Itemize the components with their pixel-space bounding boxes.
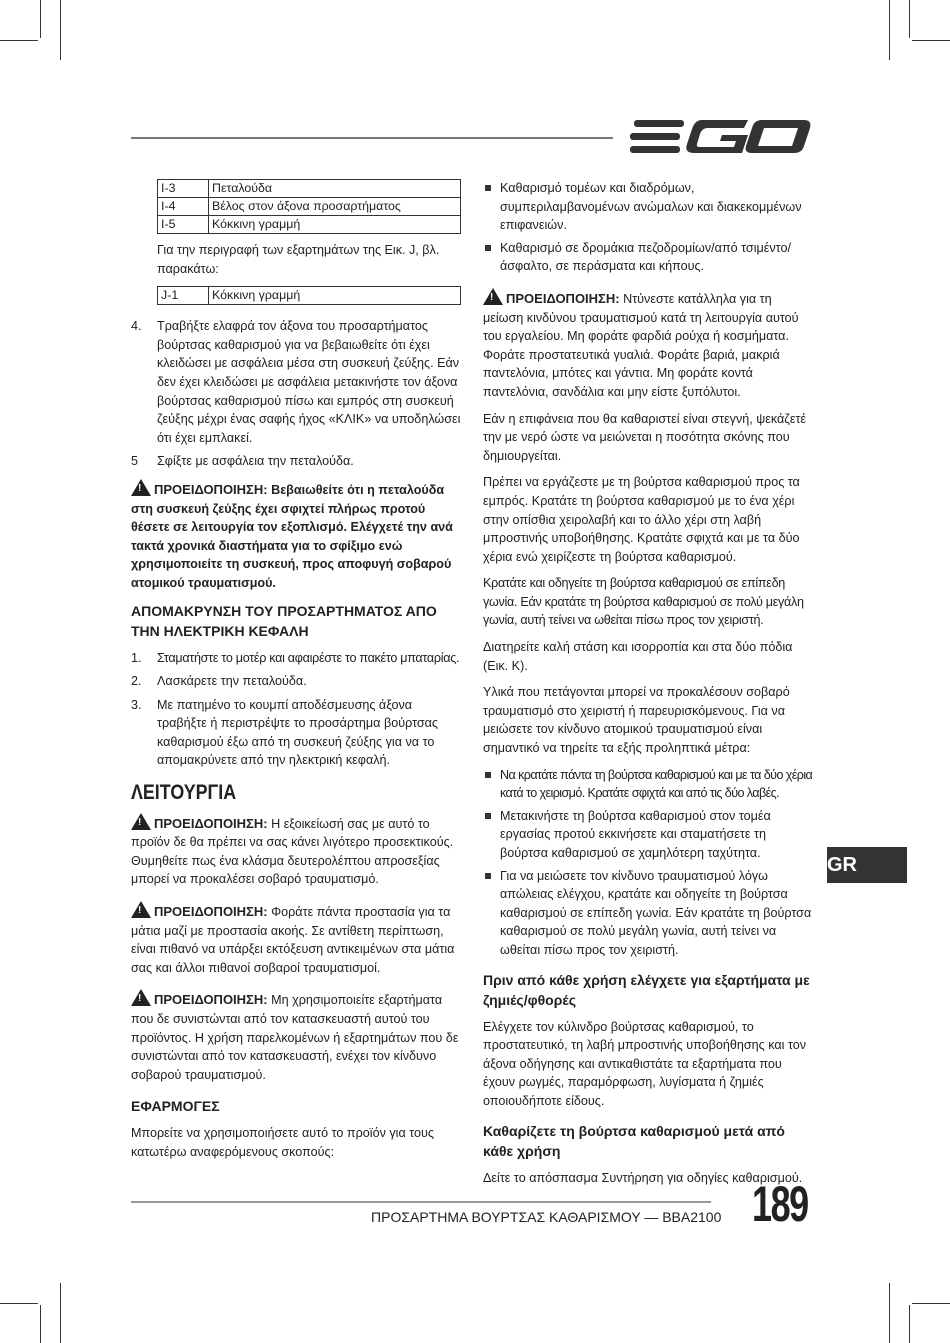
crop-mark xyxy=(912,1303,950,1304)
list-item: Καθαρισμό σε δρομάκια πεζοδρομίων/από τσιμέντο/άσφαλτο, σε περάσματα και κήπους. xyxy=(483,239,813,276)
footer-rule xyxy=(131,1201,711,1203)
warning-text: Φοράτε πάντα προστασία για τα μάτια μαζί με προστασία ακοής. Σε αντίθετη περίπτωση, είναι πιθανό να υπάρξει εκτόξευση αντικειμένων στα μάτια σας και άλλοι πιθανοί σοβαροί τραυματισμοί. xyxy=(131,905,455,975)
warning-label: ΠΡΟΕΙΔΟΠΟΙΗΣΗ: xyxy=(506,290,620,306)
list-item xyxy=(131,672,464,691)
install-steps xyxy=(131,317,464,471)
crop-mark xyxy=(60,0,61,60)
warning-text: Ντύνεστε κατάλληλα για τη μείωση κινδύνου τραυματισμού κατά τη λειτουργία αυτού του εργαλείου. Μη φοράτε φαρδιά ρούχα ή κοσμήματα. Φοράτε προστατευτικά γυαλιά. Φοράτε βαριά, μακριά παντελόνια, μπότες και γάντια. Μη φοράτε κοντά παντελόνια, σανδάλια και μην είστε ξυπόλυτοι. xyxy=(483,291,799,399)
step-number: 5 xyxy=(131,454,139,469)
warning-icon: ! xyxy=(131,989,151,1006)
list-item xyxy=(131,649,464,668)
warning-wingnut xyxy=(131,479,464,593)
crop-mark xyxy=(40,0,41,38)
part-code: J-1 xyxy=(158,287,209,305)
step-number: 1. xyxy=(131,650,142,665)
precautions-list xyxy=(483,766,813,960)
check-text: Ελέγχετε τον κύλινδρο βούρτσας καθαρισμού, το προστατευτικό, τη λαβή μπροστινής υποβοήθησης και τον άξονα οδήγησης και αντικαθιστάτε τα εξαρτήματα που έχουν ρωγμές, παραμόρφωση, λυγίσματα ή ζημιές οποιουδήποτε είδους. xyxy=(483,1019,807,1108)
step-text: Με πατημένο το κουμπί αποδέσμευσης άξονα τραβήξτε ή περιστρέψτε το προσάρτημα βούρτσας καθαρισμού έξω από τη συσκευή ζεύξης για να το απομακρύνετε από την ηλεκτρική κεφαλή. xyxy=(157,697,439,768)
paragraph: Εάν η επιφάνεια που θα καθαριστεί είναι στεγνή, ψεκάζετέ την με νερό ώστε να μειώνεται η ποσότητα σκόνης που δημιουργείται. xyxy=(483,411,807,463)
warning-text: Μη χρησιμοποιείτε εξαρτήματα που δε συνιστώνται από τον κατασκευαστή αυτού του προϊόντος. Η χρήση παρελκομένων ή εξαρτημάτων που δε συνιστώνται από τον κατασκευαστή, ενέχει τον κίνδυνο σοβαρού τραυματισμού. xyxy=(131,993,459,1082)
table-row xyxy=(158,198,461,216)
language-tab xyxy=(827,847,907,883)
ego-logo xyxy=(630,116,812,158)
list-item xyxy=(131,696,464,770)
applications-intro: Μπορείτε να χρησιμοποιήσετε αυτό το προϊόν για τους κατωτέρω αναφερόμενους σκοπούς: xyxy=(131,1126,434,1159)
paragraph: Πρέπει να εργάζεστε με τη βούρτσα καθαρισμού προς τα εμπρός. Κρατάτε τη βούρτσα καθαρισμού με το ένα χέρι στην οπίσθια χειρολαβή και το άλλο χέρι στη λαβή μπροστινής υποβοήθησης. Κρατάτε σφιχτά και με τα δύο χέρια ενώ χειρίζεστε τη βούρτσα καθαρισμού. xyxy=(483,475,800,564)
applications-title: ΕΦΑΡΜΟΓΕΣ xyxy=(131,1098,220,1115)
removal-title: ΑΠΟΜΑΚΡΥΝΣΗ ΤΟΥ ΠΡΟΣΑΡΤΗΜΑΤΟΣ ΑΠΟ ΤΗΝ ΗΛΕΚΤΡΙΚΗ ΚΕΦΑΛΗ xyxy=(131,602,437,639)
part-name: Κόκκινη γραμμή xyxy=(209,216,461,234)
operation-title: ΛΕΙΤΟΥΡΓΙΑ xyxy=(131,781,237,805)
table-row xyxy=(158,216,461,234)
parts-table-j xyxy=(157,286,461,305)
step-number: 4. xyxy=(131,319,142,334)
warning-clothing xyxy=(483,288,813,402)
warning-icon: ! xyxy=(131,813,151,830)
step-text: Τραβήξτε ελαφρά τον άξονα του προσαρτήματος βούρτσας καθαρισμού για να βεβαιωθείτε ότι έχει κλειδώσει με ασφάλεια μέσα στη συσκευή ζεύξης. Εάν δεν έχει κλειδώσει με ασφάλεια μετακινήστε τον άξονα βούρτσας καθαρισμού πίσω και εμπρός στη συσκευή ζεύξης μέχρι ένας σαφής ήχος «ΚΛΙΚ» να υποδηλώσει ότι έχει εμπλακεί. xyxy=(157,319,461,445)
step-number: 3. xyxy=(131,697,142,712)
list-item: Καθαρισμό τομέων και διαδρόμων, συμπεριλαμβανομένων ανώμαλων και διακεκομμένων επιφανειών. xyxy=(483,179,813,235)
step-text: Λασκάρετε την πεταλούδα. xyxy=(157,674,307,689)
part-code: I-5 xyxy=(158,216,209,234)
warning-icon: ! xyxy=(131,901,151,918)
warning-icon: ! xyxy=(131,479,151,496)
footer-title: ΠΡΟΣΑΡΤΗΜΑ ΒΟΥΡΤΣΑΣ ΚΑΘΑΡΙΣΜΟΥ — BBA2100 xyxy=(371,1209,722,1225)
part-name: Κόκκινη γραμμή xyxy=(209,287,461,305)
removal-steps xyxy=(131,649,464,771)
part-code: I-4 xyxy=(158,198,209,216)
crop-mark xyxy=(0,40,38,41)
language-tab-label: GR xyxy=(827,854,857,876)
crop-mark xyxy=(60,1283,61,1343)
table-row xyxy=(158,180,461,198)
parts-table-i xyxy=(157,179,461,234)
crop-mark xyxy=(889,0,890,60)
warning-icon: ! xyxy=(483,288,503,305)
page-number: 189 xyxy=(752,1176,808,1232)
crop-mark xyxy=(909,0,910,38)
warning-text: Η εξοικείωσή σας με αυτό το προϊόν δε θα πρέπει να σας κάνει λιγότερο προσεκτικούς. Θυμηθείτε πως ένα κλάσμα δευτερολέπτου απροσεξίας μπορεί να προκαλέσει σοβαρό τραυματισμό. xyxy=(131,816,454,887)
clean-text: Δείτε το απόσπασμα Συντήρηση για οδηγίες καθαρισμού. xyxy=(483,1170,803,1185)
clean-title: Καθαρίζετε τη βούρτσα καθαρισμού μετά από κάθε χρήση xyxy=(483,1122,785,1159)
warning-label: ΠΡΟΕΙΔΟΠΟΙΗΣΗ: xyxy=(154,481,268,497)
applications-list xyxy=(483,179,813,276)
crop-mark xyxy=(40,1305,41,1343)
warning-label: ΠΡΟΕΙΔΟΠΟΙΗΣΗ: xyxy=(154,904,268,920)
crop-mark xyxy=(0,1303,38,1304)
left-column xyxy=(131,179,464,1170)
parts-note: Για την περιγραφή των εξαρτημάτων της Εικ. J, βλ. παρακάτω: xyxy=(157,243,440,276)
step-number: 2. xyxy=(131,674,142,689)
list-item: Για να μειώσετε τον κίνδυνο τραυματισμού λόγω απώλειας ελέγχου, κρατάτε και οδηγείτε τη βούρτσα καθαρισμού σε επίπεδη γωνία. Εάν κρατάτε τη βούρτσα καθαρισμού σε πολύ μεγάλη γωνία, αυτή τείνει να ωθείται πίσω προς τον χειριστή. xyxy=(483,867,813,960)
check-title: Πριν από κάθε χρήση ελέγχετε για εξαρτήματα με ζημιές/φθορές xyxy=(483,971,810,1008)
warning-eye-protection xyxy=(131,901,464,977)
paragraph: Κρατάτε και οδηγείτε τη βούρτσα καθαρισμού σε επίπεδη γωνία. Εάν κρατάτε τη βούρτσα καθαρισμού σε πολύ μεγάλη γωνία, αυτή τείνει να ωθείται πίσω προς τον χειριστή. xyxy=(483,576,804,628)
header-rule xyxy=(131,137,613,139)
paragraph: Διατηρείτε καλή στάση και ισορροπία και στα δύο πόδια (Εικ. K). xyxy=(483,640,793,673)
crop-mark xyxy=(909,1305,910,1343)
warning-familiarity xyxy=(131,813,464,889)
warning-label: ΠΡΟΕΙΔΟΠΟΙΗΣΗ: xyxy=(154,815,268,831)
part-code: I-3 xyxy=(158,180,209,198)
step-text: Σταματήστε το μοτέρ και αφαιρέστε το πακέτο μπαταρίας. xyxy=(157,650,460,665)
warning-label: ΠΡΟΕΙΔΟΠΟΙΗΣΗ: xyxy=(154,992,268,1008)
part-name: Βέλος στον άξονα προσαρτήματος xyxy=(209,198,461,216)
crop-mark xyxy=(912,40,950,41)
list-item: Να κρατάτε πάντα τη βούρτσα καθαρισμού και με τα δύο χέρια κατά το χειρισμό. Κρατάτε σφιχτά και από τις δύο λαβές. xyxy=(483,766,813,803)
paragraph: Υλικά που πετάγονται μπορεί να προκαλέσουν σοβαρό τραυματισμό στο χειριστή ή παρευρισκόμενους. Για να μειώσετε τον κίνδυνο ατομικού τραυματισμού είναι σημαντικό να τηρείτε τα εξής προληπτικά μέτρα: xyxy=(483,685,790,756)
list-item: Μετακινήστε τη βούρτσα καθαρισμού στον τομέα εργασίας προτού εκκινήσετε και σταματήσετε τη βούρτσα καθαρισμού σε χαμηλότερη ταχύτητα. xyxy=(483,807,813,863)
right-column xyxy=(483,179,813,1195)
warning-accessories xyxy=(131,989,464,1084)
table-row xyxy=(158,287,461,305)
part-name: Πεταλούδα xyxy=(209,180,461,198)
list-item xyxy=(131,317,464,447)
step-text: Σφίξτε με ασφάλεια την πεταλούδα. xyxy=(157,454,354,469)
list-item xyxy=(131,452,464,471)
crop-mark xyxy=(889,1283,890,1343)
warning-text: Βεβαιωθείτε ότι η πεταλούδα στη συσκευή ζεύξης έχει σφιχτεί πλήρως προτού θέσετε σε λειτουργία τον εξοπλισμό. Ελέγχετέ την ανά τακτά χρονικά διαστήματα για το σφίξιμο ενώ χρησιμοποιείτε τη συσκευή, προς αποφυγή σοβαρού ατομικού τραυματισμού. xyxy=(131,482,453,590)
